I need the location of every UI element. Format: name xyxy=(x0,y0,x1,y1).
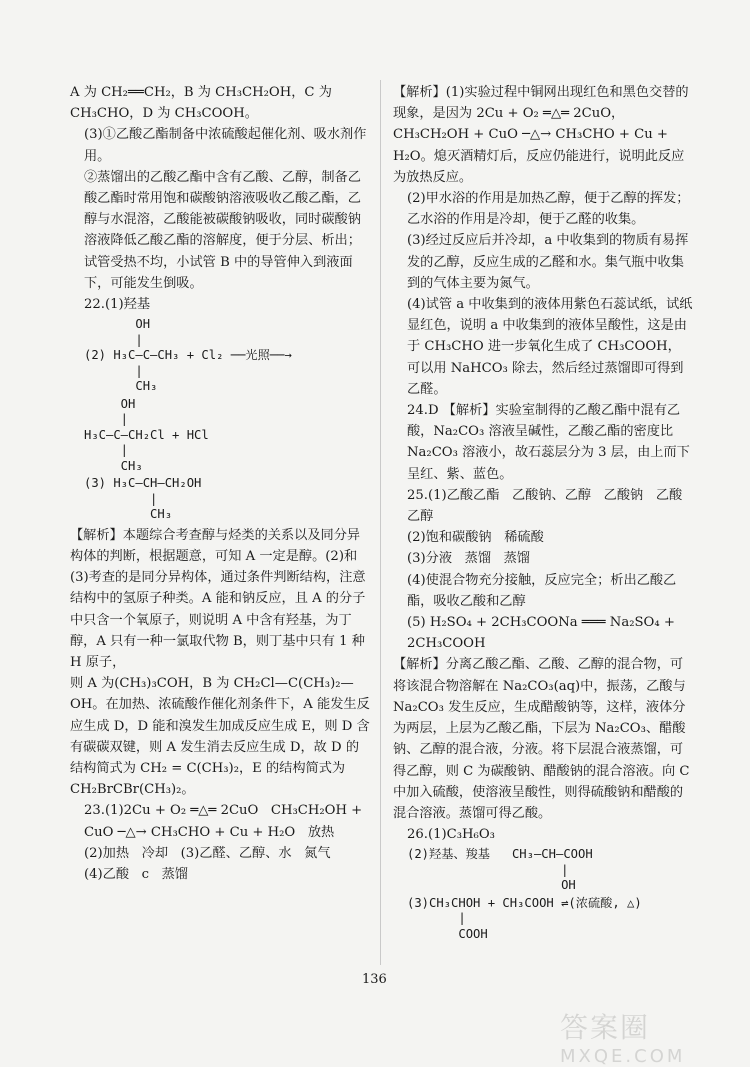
question-heading: 22.(1)羟基 xyxy=(84,297,151,313)
answer-line: (4)乙酸 c 蒸馏 xyxy=(84,866,188,882)
answer-line: 23.(1)2Cu + O₂ ═△═ 2CuO CH₃CH₂OH + CuO ─△→ CH₃CHO + Cu + H₂O 放热 xyxy=(84,803,367,840)
analysis-paragraph: 【解析】分离乙酸乙酯、乙酸、乙醇的混合物，可将该混合物溶解在 Na₂CO₃(aq)中，振荡，乙酸与 Na₂CO₃ 发生反应，生成醋酸钠等，这样，液体分为两层，上层为乙酸乙酯，下层为 Na₂CO₃、醋酸钠、乙醇的混合液，分液。将下层混合液蒸馏，可得乙醇，则 C 为碳酸钠、醋酸钠的混合溶液。向 C 中加入硫酸，使溶液呈酸性，则得硫酸钠和醋酸的混合溶液。蒸馏可得乙酸。 xyxy=(393,657,694,821)
answer-line: (3)分液 蒸馏 蒸馏 xyxy=(407,551,530,567)
column-divider xyxy=(380,80,381,965)
right-column xyxy=(393,82,693,944)
page-number: 136 xyxy=(362,972,387,987)
watermark-line1: 答案圈 xyxy=(560,1011,651,1044)
paragraph: ②蒸馏出的乙酸乙酯中含有乙酸、乙醇，制备乙酸乙酯时常用饱和碳酸钠溶液吸收乙酸乙酯，乙醇与水混溶，乙酸能被碳酸钠吸收，同时碳酸钠溶液降低乙酸乙酯的溶解度，便于分层、析出；试管受热不均，小试管 B 中的导管伸入到液面下，可能发生倒吸。 xyxy=(84,169,361,291)
paragraph: A 为 CH₂══CH₂，B 为 CH₃CH₂OH，C 为 CH₃CHO，D 为 CH₃COOH。 xyxy=(70,85,337,122)
answer-line: 25.(1)乙酸乙酯 乙酸钠、乙醇 乙酸钠 乙酸 乙醇 xyxy=(407,487,695,525)
structural-formula: OH | H₃C—C—CH₂Cl + HCl | CH₃ xyxy=(84,396,209,473)
structural-formula: OH | (2) H₃C—C—CH₃ + Cl₂ ──光照──→ | CH₃ xyxy=(84,317,292,394)
answer-line: (4)使混合物充分接触，反应完全；析出乙酸乙酯，吸收乙酸和乙醇 xyxy=(407,572,677,609)
structural-formula: (2)羟基、羧基 CH₃—CH—COOH | OH xyxy=(407,847,593,893)
analysis-paragraph: 【解析】本题综合考查醇与烃类的关系以及同分异构体的判断，根据题意，可知 A 一定是醇。(2)和(3)考查的是同分异构体，通过条件判断结构，注意结构中的氢原子种类。A 能和钠反应，且 A 的分子中只含一个氧原子，则说明 A 中含有羟基，为丁醇，A 只有一种一氯取代物 B，则丁基中只有 1 种 H 原子， xyxy=(70,527,370,670)
equation-line: (5) H₂SO₄ + 2CH₃COONa ═══ Na₂SO₄ + 2CH₃COOH xyxy=(407,615,680,652)
watermark-logo xyxy=(560,1006,740,1067)
answer-line: 24.D 【解析】实验室制得的乙酸乙酯中混有乙酸，Na₂CO₃ 溶液呈碱性，乙酸乙酯的密度比 Na₂CO₃ 溶液小，故石蕊层分为 3 层，由上而下呈红、紫、蓝色。 xyxy=(407,403,690,482)
answer-line: 26.(1)C₃H₆O₃ xyxy=(407,827,495,843)
answer-line: (2)饱和碳酸钠 稀硫酸 xyxy=(407,530,544,546)
structural-formula: (3)CH₃CHOH + CH₃COOH ⇌(浓硫酸, △) | COOH xyxy=(407,895,642,941)
paragraph: (3)①乙酸乙酯制备中浓硫酸起催化剂、吸水剂作用。 xyxy=(84,127,367,164)
paragraph: 则 A 为(CH₃)₃COH，B 为 CH₂Cl—C(CH₃)₂—OH。在加热、浓硫酸作催化剂条件下，A 能发生反应生成 D，D 能和溴发生加成反应生成 E，则 D 含有碳碳双键，则 A 发生消去反应生成 D，故 D 的结构简式为 CH₂ = C(CH₃)₂，E 的结构简式为 CH₂BrCBr(CH₃)₂。 xyxy=(70,676,370,798)
paragraph: (2)甲水浴的作用是加热乙醇，便于乙醇的挥发；乙水浴的作用是冷却，便于乙醛的收集。 xyxy=(407,191,690,228)
paragraph: (4)试管 a 中收集到的液体用紫色石蕊试纸，试纸显红色，说明 a 中收集到的液体呈酸性，这是由于 CH₃CHO 进一步氧化生成了 CH₃COOH，可以用 NaHCO₃ 除去，然后经过蒸馏即可得到乙醛。 xyxy=(407,297,693,397)
structural-formula: (3) H₃C—CH—CH₂OH | CH₃ xyxy=(84,476,202,522)
left-column xyxy=(70,82,370,885)
watermark-line2: MXQE.COM xyxy=(560,1046,686,1067)
answer-line: (2)加热 冷却 (3)乙醛、乙醇、水 氮气 xyxy=(84,845,331,861)
analysis-paragraph: 【解析】(1)实验过程中铜网出现红色和黑色交替的现象，是因为 2Cu + O₂ ═△═ 2CuO，CH₃CH₂OH + CuO ─△→ CH₃CHO + Cu + H₂O。熄灭酒精灯后，反应仍能进行，说明此反应为放热反应。 xyxy=(393,85,689,185)
paragraph: (3)经过反应后并冷却，a 中收集到的物质有易挥发的乙醇，反应生成的乙醛和水。集气瓶中收集到的气体主要为氮气。 xyxy=(407,233,689,291)
